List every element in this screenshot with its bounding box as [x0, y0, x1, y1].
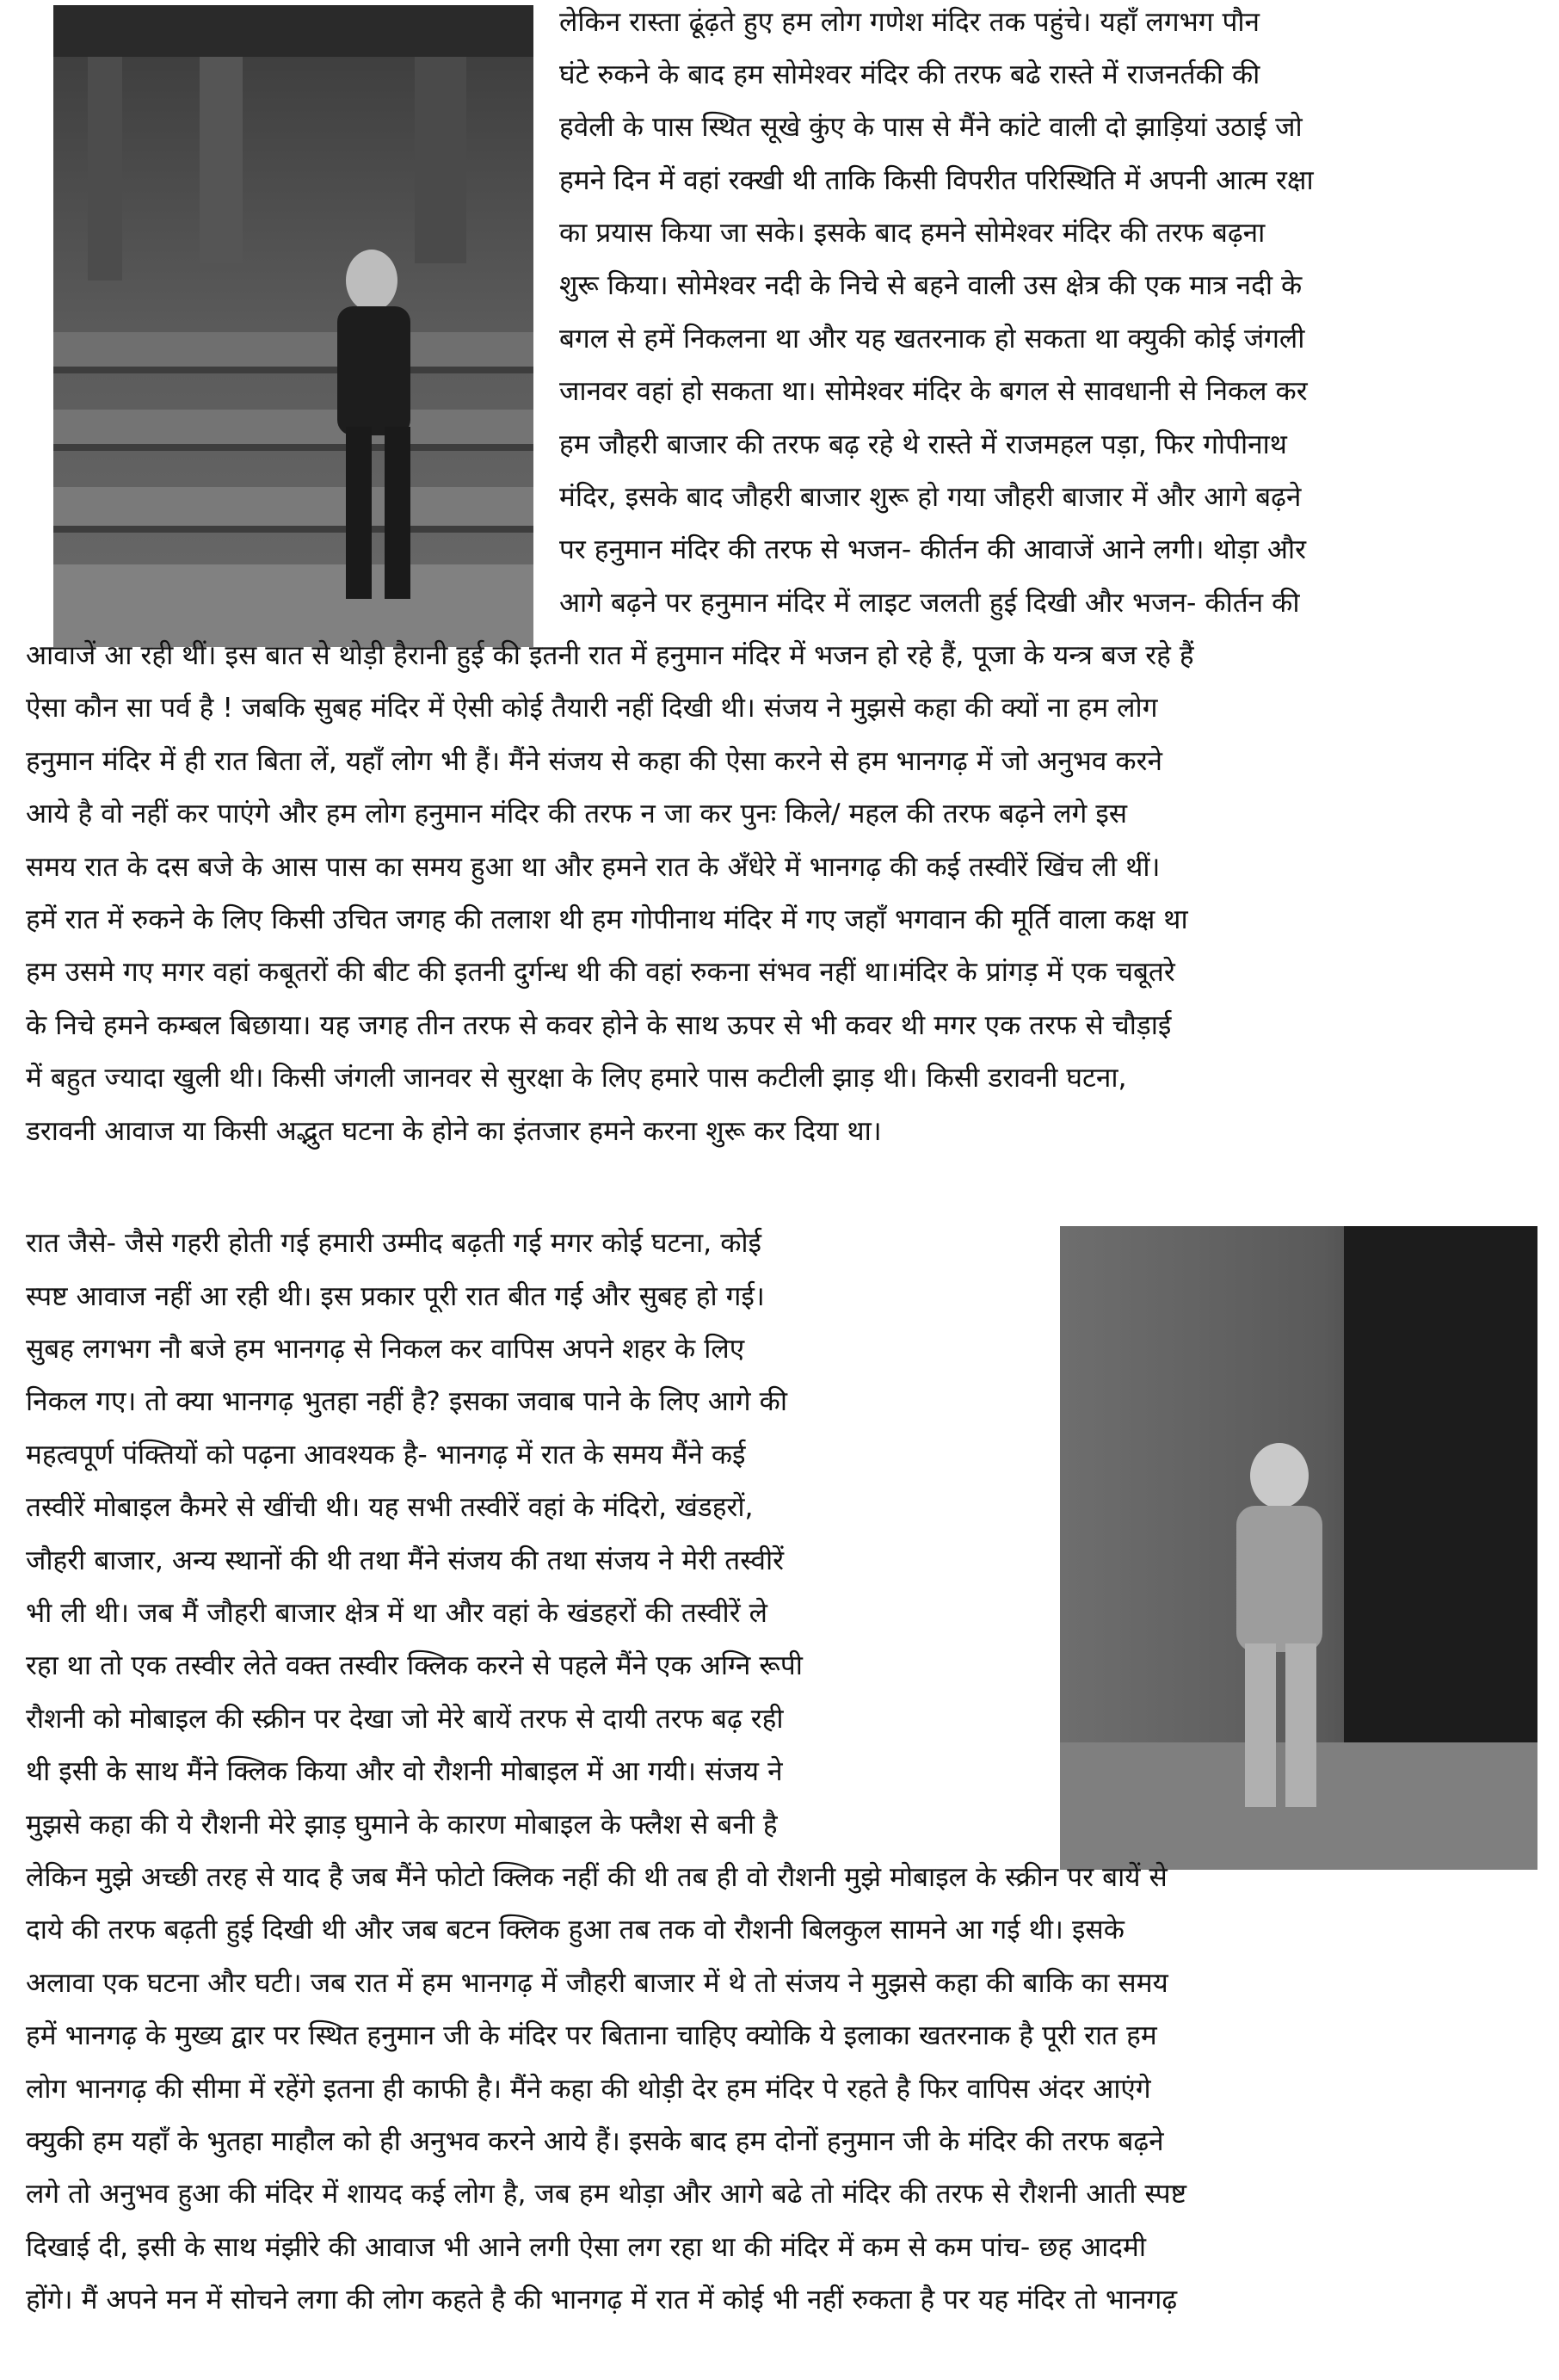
text-line: हम उसमे गए मगर वहां कबूतरों की बीट की इतनी दुर्गन्ध थी की वहां रुकना संभव नहीं था।मंदिर के प्रांगड़ में एक चबूतरे	[26, 957, 1175, 988]
text-line: डरावनी आवाज या किसी अद्भुत घटना के होने का इंतजार हमने करना शुरू कर दिया था।	[26, 1116, 882, 1147]
text-line: महत्वपूर्ण पंक्तियों को पढ़ना आवश्यक है- भानगढ़ में रात के समय मैंने कई	[26, 1440, 746, 1471]
text-line: मंदिर, इसके बाद जौहरी बाजार शुरू हो गया जौहरी बाजार में और आगे बढ़ने	[559, 482, 1302, 513]
text-line: रात जैसे- जैसे गहरी होती गई हमारी उम्मीद बढ़ती गई मगर कोई घटना, कोई	[26, 1228, 762, 1259]
text-line: आये है वो नहीं कर पाएंगे और हम लोग हनुमान मंदिर की तरफ न जा कर पुनः किले/ महल की तरफ बढ़ने लगे इस	[26, 798, 1128, 829]
text-line: ऐसा कौन सा पर्व है ! जबकि सुबह मंदिर में ऐसी कोई तैयारी नहीं दिखी थी। संजय ने मुझसे कहा की क्यों ना हम लोग	[26, 693, 1158, 724]
text-line: लोग भानगढ़ की सीमा में रहेंगे इतना ही काफी है। मैंने कहा की थोड़ी देर हम मंदिर पे रहते है फिर वापिस अंदर आएंगे	[26, 2074, 1151, 2105]
photo-man-on-steps	[53, 5, 533, 647]
text-line: मुझसे कहा की ये रौशनी मेरे झाड़ घुमाने के कारण मोबाइल के फ्लैश से बनी है	[26, 1810, 778, 1840]
text-line: जानवर वहां हो सकता था। सोमेश्वर मंदिर के बगल से सावधानी से निकल कर	[559, 376, 1308, 407]
text-line: जौहरी बाजार, अन्य स्थानों की थी तथा मैंने संजय की तथा संजय ने मेरी तस्वीरें	[26, 1545, 785, 1576]
text-line: होंगे। मैं अपने मन में सोचने लगा की लोग कहते है की भानगढ़ में रात में कोई भी नहीं रुकता है पर यह मंदिर तो भानगढ़	[26, 2284, 1178, 2315]
text-line: आगे बढ़ने पर हनुमान मंदिर में लाइट जलती हुई दिखी और भजन- कीर्तन की	[559, 588, 1300, 619]
text-line: हवेली के पास स्थित सूखे कुंए के पास से मैंने कांटे वाली दो झाड़ियां उठाई जो	[559, 112, 1303, 143]
text-line: रहा था तो एक तस्वीर लेते वक्त तस्वीर क्लिक करने से पहले मैंने एक अग्नि रूपी	[26, 1650, 803, 1681]
text-line: अलावा एक घटना और घटी। जब रात में हम भानगढ़ में जौहरी बाजार में थे तो संजय ने मुझसे कहा की बाकि का समय	[26, 1968, 1168, 1999]
text-line: क्युकी हम यहाँ के भुतहा माहौल को ही अनुभव करने आये हैं। इसके बाद हम दोनों हनुमान जी के मंदिर की तरफ बढ़ने	[26, 2126, 1164, 2157]
text-line: दिखाई दी, इसी के साथ मंझीरे की आवाज भी आने लगी ऐसा लग रहा था की मंदिर में कम से कम पांच- छह आदमी	[26, 2232, 1146, 2263]
text-line: में बहुत ज्यादा खुली थी। किसी जंगली जानवर से सुरक्षा के लिए हमारे पास कटीली झाड़ थी। किसी डरावनी घटना,	[26, 1063, 1127, 1094]
text-line: सुबह लगभग नौ बजे हम भानगढ़ से निकल कर वापिस अपने शहर के लिए	[26, 1334, 745, 1365]
photo-person-by-wall	[1060, 1226, 1537, 1870]
text-line: हम जौहरी बाजार की तरफ बढ़ रहे थे रास्ते में राजमहल पड़ा, फिर गोपीनाथ	[559, 429, 1287, 460]
photo-man-on-steps-icon	[53, 5, 533, 647]
text-line: आवाजें आ रही थीं। इस बात से थोड़ी हैरानी हुई की इतनी रात में हनुमान मंदिर में भजन हो रहे हैं, पूजा के यन्त्र बज रहे हैं	[26, 640, 1194, 671]
text-line: हमें भानगढ़ के मुख्य द्वार पर स्थित हनुमान जी के मंदिर पर बिताना चाहिए क्योकि ये इलाका खतरनाक है पूरी रात हम	[26, 2020, 1157, 2051]
text-line: के निचे हमने कम्बल बिछाया। यह जगह तीन तरफ से कवर होने के साथ ऊपर से भी कवर थी मगर एक तरफ से चौड़ाई	[26, 1010, 1172, 1041]
text-line: घंटे रुकने के बाद हम सोमेश्वर मंदिर की तरफ बढे रास्ते में राजनर्तकी की	[559, 59, 1260, 90]
text-line: लगे तो अनुभव हुआ की मंदिर में शायद कई लोग है, जब हम थोड़ा और आगे बढे तो मंदिर की तरफ से रौशनी आती स्पष्ट	[26, 2179, 1187, 2210]
text-line: हनुमान मंदिर में ही रात बिता लें, यहाँ लोग भी हैं। मैंने संजय से कहा की ऐसा करने से हम भानगढ़ में जो अनुभव करने	[26, 746, 1162, 777]
text-line: पर हनुमान मंदिर की तरफ से भजन- कीर्तन की आवाजें आने लगी। थोड़ा और	[559, 534, 1307, 565]
text-line: समय रात के दस बजे के आस पास का समय हुआ था और हमने रात के अँधेरे में भानगढ़ की कई तस्वीरें खिंच ली थीं।	[26, 852, 1161, 883]
text-line: शुरू किया। सोमेश्वर नदी के निचे से बहने वाली उस क्षेत्र की एक मात्र नदी के	[559, 270, 1303, 301]
text-line: हमने दिन में वहां रक्खी थी ताकि किसी विपरीत परिस्थिति में अपनी आत्म रक्षा	[559, 165, 1314, 196]
text-line: भी ली थी। जब मैं जौहरी बाजार क्षेत्र में था और वहां के खंडहरों की तस्वीरें ले	[26, 1598, 767, 1629]
text-line: स्पष्ट आवाज नहीं आ रही थी। इस प्रकार पूरी रात बीत गई और सुबह हो गई।	[26, 1281, 765, 1312]
text-line: बगल से हमें निकलना था और यह खतरनाक हो सकता था क्युकी कोई जंगली	[559, 324, 1305, 355]
text-line: लेकिन रास्ता ढूंढ़ते हुए हम लोग गणेश मंदिर तक पहुंचे। यहाँ लगभग पौन	[559, 7, 1260, 38]
text-line: निकल गए। तो क्या भानगढ़ भुतहा नहीं है? इसका जवाब पाने के लिए आगे की	[26, 1386, 787, 1417]
text-line: तस्वीरें मोबाइल कैमरे से खींची थी। यह सभी तस्वीरें वहां के मंदिरो, खंडहरों,	[26, 1492, 754, 1523]
text-line: रौशनी को मोबाइल की स्क्रीन पर देखा जो मेरे बायें तरफ से दायी तरफ बढ़ रही	[26, 1704, 784, 1735]
text-line: थी इसी के साथ मैंने क्लिक किया और वो रौशनी मोबाइल में आ गयी। संजय ने	[26, 1756, 783, 1787]
text-line: हमें रात में रुकने के लिए किसी उचित जगह की तलाश थी हम गोपीनाथ मंदिर में गए जहाँ भगवान की मूर्ति वाला कक्ष था	[26, 904, 1188, 935]
photo-person-by-wall-icon	[1060, 1226, 1537, 1870]
text-line: का प्रयास किया जा सके। इसके बाद हमने सोमेश्वर मंदिर की तरफ बढ़ना	[559, 218, 1266, 249]
text-line: लेकिन मुझे अच्छी तरह से याद है जब मैंने फोटो क्लिक नहीं की थी तब ही वो रौशनी मुझे मोबाइल के स्क्रीन पर बायें से	[26, 1862, 1168, 1893]
text-line: दाये की तरफ बढ़ती हुई दिखी थी और जब बटन क्लिक हुआ तब तक वो रौशनी बिलकुल सामने आ गई थी। इसके	[26, 1914, 1125, 1945]
